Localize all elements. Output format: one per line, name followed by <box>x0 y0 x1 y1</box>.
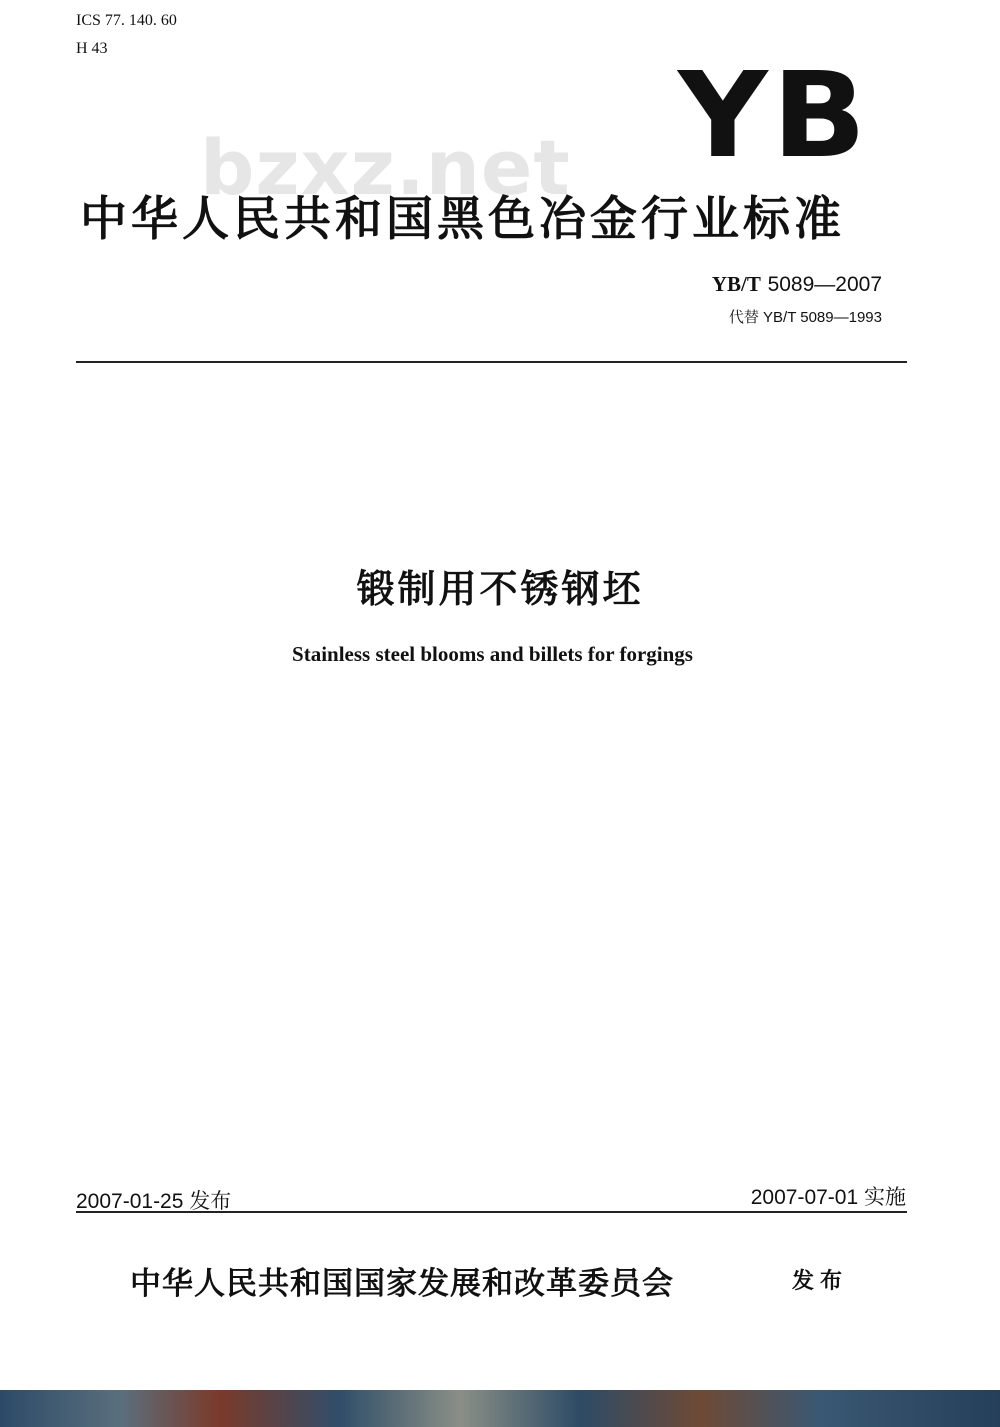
document-title-cn: 锻制用不锈钢坯 <box>356 567 644 611</box>
ics-code: ICS 77. 140. 60 <box>76 12 177 29</box>
top-divider <box>76 361 907 363</box>
replaces-note: 代替 YB/T 5089—1993 <box>728 309 882 326</box>
standard-number-prefix: YB/T <box>711 272 761 296</box>
implementation-date: 2007-07-01 实施 <box>750 1186 906 1209</box>
yb-logo: YB <box>678 46 871 184</box>
org-title: 中华人民共和国黑色冶金行业标准 <box>80 192 845 247</box>
publish-label: 发布 <box>792 1269 849 1294</box>
classification-code: H 43 <box>76 40 108 57</box>
publisher-name: 中华人民共和国国家发展和改革委员会 <box>130 1266 674 1302</box>
issue-date: 2007-01-25 发布 <box>76 1190 232 1213</box>
standard-number <box>712 272 882 297</box>
standard-number-value: 5089—2007 <box>767 273 882 296</box>
background-image-strip <box>0 1390 1000 1427</box>
bottom-divider <box>76 1211 907 1213</box>
watermark: bzxz.net <box>200 123 571 212</box>
document-title-en: Stainless steel blooms and billets for forgings <box>292 642 693 666</box>
